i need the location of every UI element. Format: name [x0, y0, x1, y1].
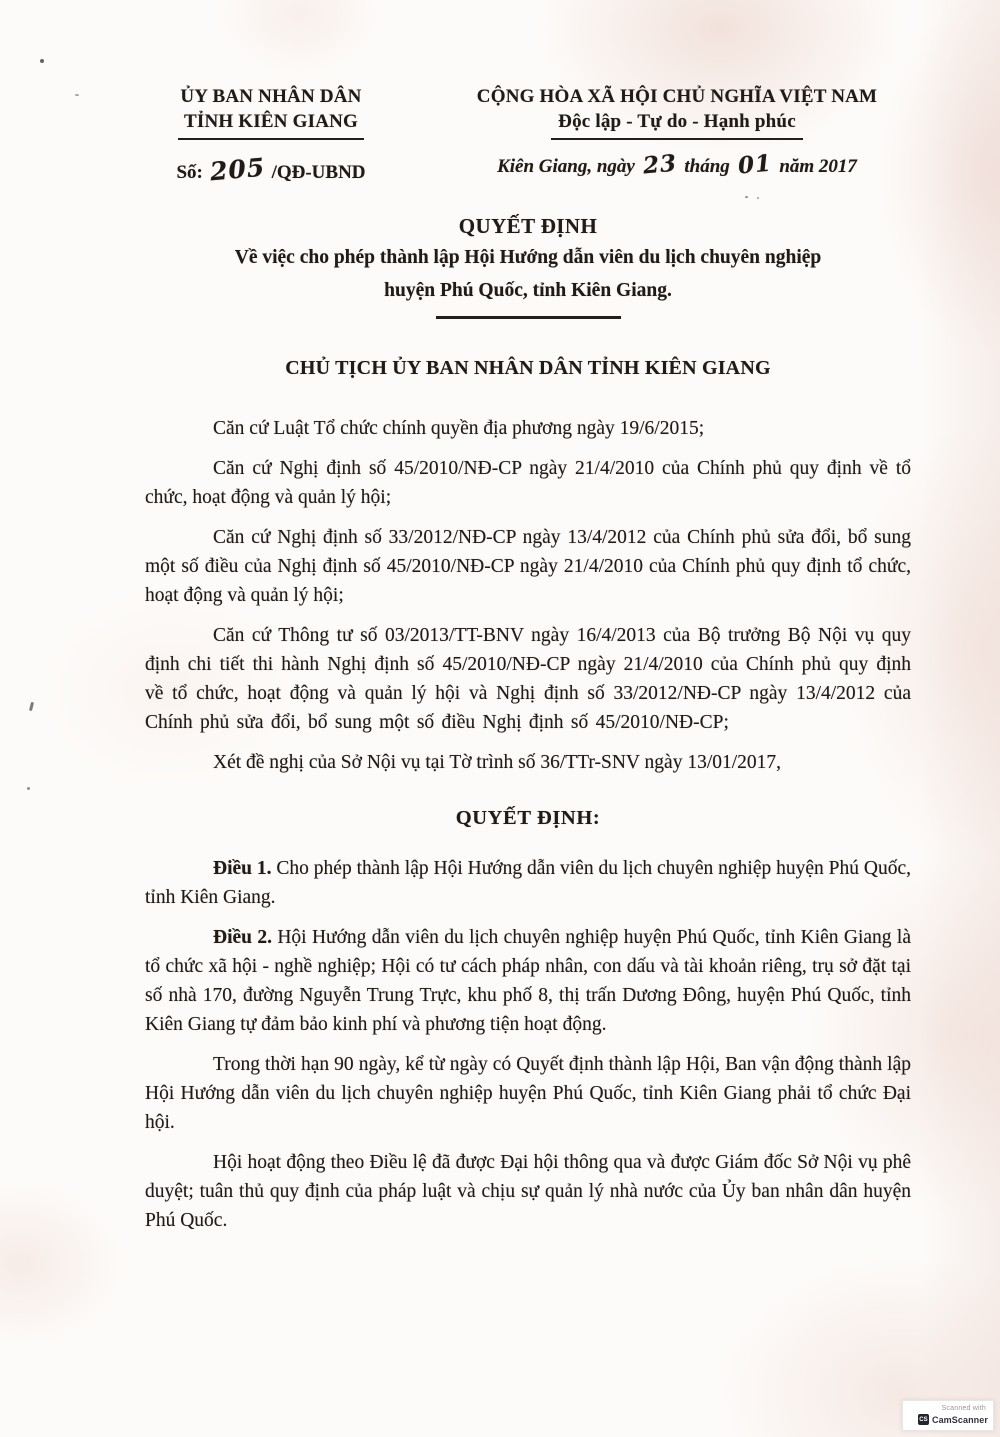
article-text: Hội hoạt động theo Điều lệ đã được Đại hội thông qua và được Giám đốc Sở Nội vụ phê duyệt; tuân thủ quy định của pháp luật và chịu sự quản lý nhà nước của Ủy ban nhân dân huyện Phú Quốc. [145, 1152, 911, 1231]
issuing-authority-block [145, 84, 397, 187]
article-paragraph [145, 1148, 911, 1235]
scan-speck [75, 94, 79, 96]
preamble-paragraph: Căn cứ Luật Tổ chức chính quyền địa phương ngày 19/6/2015; [213, 418, 705, 439]
document-content [145, 84, 911, 1246]
preamble-paragraph: Xét đề nghị của Sở Nội vụ tại Tờ trình số 36/TTr-SNV ngày 13/01/2017, [213, 752, 782, 773]
camscanner-icon: CS [918, 1414, 929, 1425]
article-label: Điều 1. [213, 858, 272, 879]
national-motto-underline [551, 138, 803, 140]
place-date-line [443, 149, 911, 180]
date-month-handwritten: 01 [736, 149, 773, 180]
scan-speck [29, 702, 34, 711]
article-text: Trong thời hạn 90 ngày, kể từ ngày có Quyết định thành lập Hội, Ban vận động thành lập Hội Hướng dẫn viên du lịch chuyên nghiệp huyện Phú Quốc, tỉnh Kiên Giang phải tổ chức Đại hội. [145, 1054, 911, 1133]
document-number [145, 152, 397, 187]
date-day-handwritten: 23 [641, 149, 678, 180]
national-motto: Độc lập - Tự do - Hạnh phúc [558, 111, 796, 132]
camscanner-watermark [902, 1400, 994, 1431]
document-number-suffix: /QĐ-UBND [271, 162, 366, 183]
date-prefix: Kiên Giang, ngày [497, 156, 635, 177]
decision-heading: QUYẾT ĐỊNH: [455, 807, 601, 829]
article-paragraph [145, 1050, 911, 1137]
preamble-paragraph: Căn cứ Nghị định số 33/2012/NĐ-CP ngày 13/4/2012 của Chính phủ sửa đổi, bổ sung một số điều của Nghị định số 45/2010/NĐ-CP ngày 21/4/2010 của Chính phủ quy định tổ chức, hoạt động và quản lý hội; [145, 527, 911, 606]
date-thang: tháng [684, 156, 730, 177]
article-text: Cho phép thành lập Hội Hướng dẫn viên du lịch chuyên nghiệp huyện Phú Quốc, tỉnh Kiên Giang. [145, 858, 912, 908]
camscanner-brand-row [908, 1414, 988, 1425]
date-suffix: năm 2017 [779, 156, 857, 177]
camscanner-brand-name: CamScanner [931, 1414, 988, 1425]
scan-speck [27, 787, 30, 790]
document-header [145, 84, 911, 187]
deciding-authority-heading: CHỦ TỊCH ỦY BAN NHÂN DÂN TỈNH KIÊN GIANG [285, 357, 771, 379]
article-text: Hội Hướng dẫn viên du lịch chuyên nghiệp huyện Phú Quốc, tỉnh Kiên Giang là tổ chức xã hội - nghề nghiệp; Hội có tư cách pháp nhân, con dấu và tài khoản riêng, trụ sở đặt tại số nhà 170, đường Nguyễn Trung Trực, khu phố 8, thị trấn Dương Đông, huyện Phú Quốc, tỉnh Kiên Giang tự đảm bảo kinh phí và phương tiện hoạt động. [145, 927, 911, 1035]
document-title: QUYẾT ĐỊNH [458, 214, 598, 238]
document-subtitle-line1: Về việc cho phép thành lập Hội Hướng dẫn viên du lịch chuyên nghiệp [234, 247, 822, 268]
preamble-paragraph: Căn cứ Thông tư số 03/2013/TT-BNV ngày 16/4/2013 của Bộ trưởng Bộ Nội vụ quy định chi tiết thi hành Nghị định số 45/2010/NĐ-CP ngày 21/4/2010 của Chính phủ quy định về tổ chức, hoạt động và quản lý hội và Nghị định số 33/2012/NĐ-CP ngày 13/4/2012 của Chính phủ sửa đổi, bổ sung một số điều Nghị định số 45/2010/NĐ-CP; [145, 625, 911, 733]
document-number-handwritten: 205 [208, 152, 266, 187]
preamble-paragraph: Căn cứ Nghị định số 45/2010/NĐ-CP ngày 21/4/2010 của Chính phủ quy định về tổ chức, hoạt động và quản lý hội; [145, 458, 911, 508]
issuing-authority-line2: TỈNH KIÊN GIANG [183, 111, 359, 132]
national-motto-block [443, 84, 911, 178]
document-title-block [145, 214, 911, 319]
article-label: Điều 2. [213, 927, 272, 948]
article-paragraph [145, 923, 911, 1039]
article-paragraph [145, 854, 911, 912]
title-divider-rule [436, 316, 621, 319]
scan-speck [40, 59, 44, 63]
issuing-authority-line1: ỦY BAN NHÂN DÂN [180, 86, 362, 107]
national-title: CỘNG HÒA XÃ HỘI CHỦ NGHĨA VIỆT NAM [476, 86, 878, 107]
document-subtitle-line2: huyện Phú Quốc, tỉnh Kiên Giang. [384, 280, 672, 301]
camscanner-scanned-with-label: Scanned with [941, 1405, 986, 1412]
issuing-authority-underline [178, 138, 364, 140]
document-number-label: Số: [176, 162, 203, 183]
